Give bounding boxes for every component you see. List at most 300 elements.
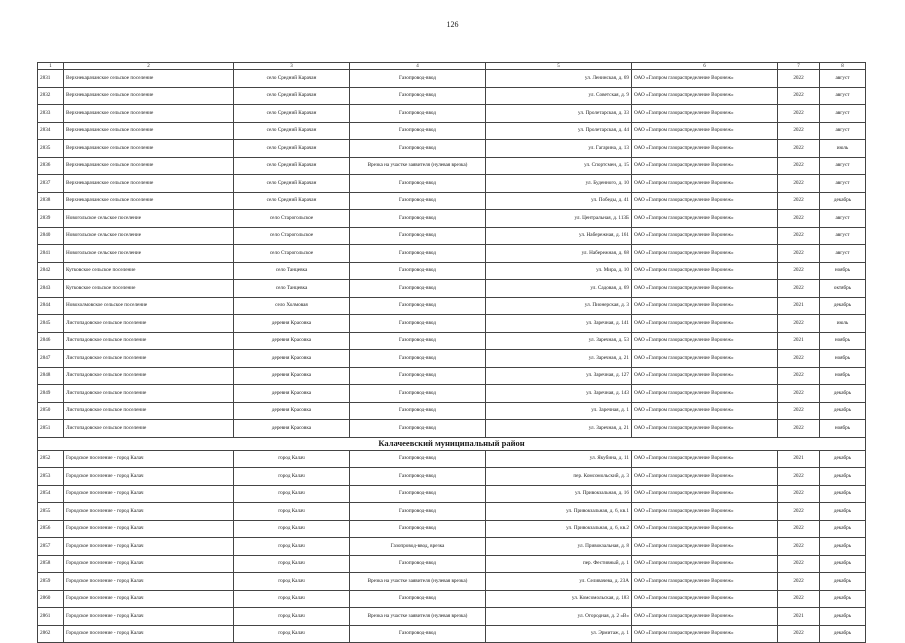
object-type: Газопровод-ввод [350,485,486,503]
organization: ОАО «Газпром газораспределение Воронеж» [632,227,778,245]
month: август [820,227,866,245]
object-type: Врезка на участке заявителя (нулевая врезка) [350,157,486,175]
object-type: Врезка на участке заявителя (нулевая врезка) [350,608,486,626]
table-row [38,192,866,210]
settlement-name: Верхнекарачанское сельское поселение [64,87,234,105]
object-type: Газопровод-ввод [350,350,486,368]
settlement-name: Городское поселение - город Калач [64,590,234,608]
row-number: 2855 [38,503,64,521]
month: ноябрь [820,350,866,368]
settlement-name: Кутковское сельское поселение [64,280,234,298]
column-number: 2 [64,63,234,70]
table-row [38,87,866,105]
month: август [820,87,866,105]
year: 2022 [778,520,820,538]
settlement-name: Городское поселение - город Калач [64,538,234,556]
organization: ОАО «Газпром газораспределение Воронеж» [632,485,778,503]
organization: ОАО «Газпром газораспределение Воронеж» [632,520,778,538]
table-row [38,503,866,521]
table-row [38,227,866,245]
address: ул. Победы, д. 41 [486,192,632,210]
year: 2022 [778,555,820,573]
table-row [38,573,866,591]
address: ул. Ленинская, д. 69 [486,70,632,88]
locality-name: село Средний Карачан [234,70,350,88]
address: ул. Заречная, д. 141 [486,315,632,333]
row-number: 2857 [38,538,64,556]
table-row [38,105,866,123]
organization: ОАО «Газпром газораспределение Воронеж» [632,105,778,123]
locality-name: село Средний Карачан [234,175,350,193]
settlement-name: Городское поселение - город Калач [64,625,234,643]
address: ул. Заречная, д. 21 [486,350,632,368]
address: ул. Советская, д. 9 [486,87,632,105]
year: 2022 [778,87,820,105]
row-number: 2842 [38,262,64,280]
table-row [38,420,866,438]
table-row [38,485,866,503]
month: август [820,245,866,263]
table-row [38,315,866,333]
settlement-name: Городское поселение - город Калач [64,503,234,521]
row-number: 2848 [38,367,64,385]
year: 2021 [778,450,820,468]
organization: ОАО «Газпром газораспределение Воронеж» [632,175,778,193]
year: 2022 [778,485,820,503]
locality-name: деревня Красовка [234,367,350,385]
gasification-table [37,62,866,643]
address: ул. Заречная, д. 143 [486,385,632,403]
organization: ОАО «Газпром газораспределение Воронеж» [632,573,778,591]
settlement-name: Листопадовское сельское поселение [64,350,234,368]
settlement-name: Листопадовское сельское поселение [64,385,234,403]
object-type: Газопровод-ввод [350,420,486,438]
locality-name: село Старогольское [234,210,350,228]
locality-name: село Средний Карачан [234,105,350,123]
month: август [820,157,866,175]
settlement-name: Городское поселение - город Калач [64,450,234,468]
settlement-name: Листопадовское сельское поселение [64,315,234,333]
row-number: 2854 [38,485,64,503]
settlement-name: Новогольское сельское поселение [64,227,234,245]
organization: ОАО «Газпром газораспределение Воронеж» [632,402,778,420]
organization: ОАО «Газпром газораспределение Воронеж» [632,385,778,403]
month: декабрь [820,385,866,403]
organization: ОАО «Газпром газораспределение Воронеж» [632,245,778,263]
address: ул. Буденного, д. 10 [486,175,632,193]
organization: ОАО «Газпром газораспределение Воронеж» [632,315,778,333]
settlement-name: Городское поселение - город Калач [64,520,234,538]
table-body [38,63,866,643]
column-number: 6 [632,63,778,70]
row-number: 2836 [38,157,64,175]
month: ноябрь [820,367,866,385]
column-number: 1 [38,63,64,70]
year: 2022 [778,175,820,193]
address: ул. Центральная, д. 113Б [486,210,632,228]
organization: ОАО «Газпром газораспределение Воронеж» [632,590,778,608]
address: ул. Огородная, д. 2 «В» [486,608,632,626]
month: июль [820,140,866,158]
locality-name: город Калач [234,538,350,556]
settlement-name: Верхнекарачанское сельское поселение [64,157,234,175]
organization: ОАО «Газпром газораспределение Воронеж» [632,503,778,521]
settlement-name: Новохолмовское сельское поселение [64,297,234,315]
object-type: Газопровод-ввод [350,192,486,210]
month: декабрь [820,625,866,643]
settlement-name: Листопадовское сельское поселение [64,402,234,420]
address: ул. Набережная, д. 68 [486,245,632,263]
object-type: Газопровод-ввод [350,450,486,468]
row-number: 2839 [38,210,64,228]
organization: ОАО «Газпром газораспределение Воронеж» [632,608,778,626]
address: ул. Привокзальная, д. 16 [486,485,632,503]
row-number: 2844 [38,297,64,315]
table-row [38,157,866,175]
object-type: Газопровод-ввод [350,385,486,403]
row-number: 2853 [38,468,64,486]
month: декабрь [820,590,866,608]
month: ноябрь [820,262,866,280]
address: ул. Мира, д. 10 [486,262,632,280]
organization: ОАО «Газпром газораспределение Воронеж» [632,367,778,385]
object-type: Газопровод-ввод [350,315,486,333]
month: ноябрь [820,332,866,350]
month: ноябрь [820,420,866,438]
object-type: Газопровод-ввод [350,367,486,385]
year: 2021 [778,332,820,350]
settlement-name: Листопадовское сельское поселение [64,420,234,438]
year: 2022 [778,315,820,333]
month: декабрь [820,485,866,503]
district-header-row [38,437,866,450]
address: ул. Пионерская, д. 3 [486,297,632,315]
month: декабрь [820,468,866,486]
row-number: 2851 [38,420,64,438]
settlement-name: Городское поселение - город Калач [64,485,234,503]
table-row [38,210,866,228]
settlement-name: Новогольское сельское поселение [64,210,234,228]
locality-name: город Калач [234,485,350,503]
table-row [38,175,866,193]
object-type: Газопровод-ввод [350,245,486,263]
object-type: Газопровод-ввод [350,590,486,608]
month: декабрь [820,192,866,210]
table-row [38,140,866,158]
table-row [38,262,866,280]
object-type: Газопровод-ввод [350,140,486,158]
settlement-name: Верхнекарачанское сельское поселение [64,192,234,210]
object-type: Газопровод-ввод [350,210,486,228]
settlement-name: Новогольское сельское поселение [64,245,234,263]
organization: ОАО «Газпром газораспределение Воронеж» [632,420,778,438]
settlement-name: Листопадовское сельское поселение [64,332,234,350]
locality-name: город Калач [234,608,350,626]
object-type: Газопровод-ввод [350,297,486,315]
month: август [820,210,866,228]
row-number: 2837 [38,175,64,193]
table-row [38,367,866,385]
month: декабрь [820,573,866,591]
settlement-name: Кутковское сельское поселение [64,262,234,280]
month: декабрь [820,608,866,626]
month: июль [820,315,866,333]
locality-name: город Калач [234,520,350,538]
locality-name: село Холмовая [234,297,350,315]
table-row [38,450,866,468]
year: 2022 [778,227,820,245]
year: 2022 [778,420,820,438]
organization: ОАО «Газпром газораспределение Воронеж» [632,350,778,368]
object-type: Газопровод-ввод [350,122,486,140]
year: 2022 [778,122,820,140]
month: декабрь [820,520,866,538]
organization: ОАО «Газпром газораспределение Воронеж» [632,70,778,88]
row-number: 2841 [38,245,64,263]
year: 2022 [778,280,820,298]
address: ул. Садовая, д. 69 [486,280,632,298]
table-row [38,402,866,420]
object-type: Газопровод-ввод [350,332,486,350]
column-number: 5 [486,63,632,70]
locality-name: город Калач [234,503,350,521]
object-type: Газопровод-ввод [350,468,486,486]
year: 2022 [778,192,820,210]
month: декабрь [820,297,866,315]
address: пер. Фестивный, д. 1 [486,555,632,573]
object-type: Газопровод-ввод [350,262,486,280]
year: 2022 [778,503,820,521]
object-type: Газопровод-ввод [350,87,486,105]
locality-name: город Калач [234,573,350,591]
month: декабрь [820,538,866,556]
locality-name: село Средний Карачан [234,192,350,210]
row-number: 2850 [38,402,64,420]
table-row [38,122,866,140]
address: ул. Якубина, д. 11 [486,450,632,468]
settlement-name: Городское поселение - город Калач [64,468,234,486]
locality-name: деревня Красовка [234,385,350,403]
row-number: 2834 [38,122,64,140]
settlement-name: Верхнекарачанское сельское поселение [64,122,234,140]
address: ул. Заречная, д. 1 [486,402,632,420]
object-type: Врезка на участке заявителя (нулевая врезка) [350,573,486,591]
column-number: 7 [778,63,820,70]
object-type: Газопровод-ввод [350,280,486,298]
locality-name: село Средний Карачан [234,122,350,140]
address: ул. Эрмитаж, д. 1 [486,625,632,643]
address: ул. Пролетарская, д. 44 [486,122,632,140]
object-type: Газопровод-ввод [350,402,486,420]
settlement-name: Верхнекарачанское сельское поселение [64,70,234,88]
locality-name: город Калач [234,590,350,608]
organization: ОАО «Газпром газораспределение Воронеж» [632,468,778,486]
month: декабрь [820,503,866,521]
table-row [38,385,866,403]
table-row [38,245,866,263]
locality-name: город Калач [234,468,350,486]
row-number: 2847 [38,350,64,368]
object-type: Газопровод-ввод [350,227,486,245]
locality-name: деревня Красовка [234,350,350,368]
district-title: Калачеевский муниципальный район [38,437,866,450]
month: август [820,70,866,88]
column-number: 8 [820,63,866,70]
organization: ОАО «Газпром газораспределение Воронеж» [632,625,778,643]
row-number: 2831 [38,70,64,88]
address: ул. Спортсмен, д. 15 [486,157,632,175]
address: ул. Набережная, д. 161 [486,227,632,245]
organization: ОАО «Газпром газораспределение Воронеж» [632,280,778,298]
row-number: 2840 [38,227,64,245]
year: 2022 [778,367,820,385]
table-row [38,280,866,298]
year: 2022 [778,262,820,280]
settlement-name: Верхнекарачанское сельское поселение [64,140,234,158]
row-number: 2845 [38,315,64,333]
table-row [38,70,866,88]
year: 2022 [778,245,820,263]
year: 2022 [778,70,820,88]
column-number: 4 [350,63,486,70]
organization: ОАО «Газпром газораспределение Воронеж» [632,87,778,105]
locality-name: город Калач [234,450,350,468]
table-row [38,468,866,486]
settlement-name: Городское поселение - город Калач [64,608,234,626]
address: ул. Заречная, д. 127 [486,367,632,385]
year: 2021 [778,608,820,626]
locality-name: село Средний Карачан [234,140,350,158]
year: 2022 [778,625,820,643]
year: 2022 [778,402,820,420]
locality-name: город Калач [234,625,350,643]
table-row [38,520,866,538]
address: ул. Заречная, д. 53 [486,332,632,350]
locality-name: деревня Красовка [234,420,350,438]
organization: ОАО «Газпром газораспределение Воронеж» [632,297,778,315]
month: декабрь [820,402,866,420]
locality-name: село Танцевка [234,280,350,298]
year: 2021 [778,297,820,315]
year: 2022 [778,140,820,158]
organization: ОАО «Газпром газораспределение Воронеж» [632,210,778,228]
table-row [38,590,866,608]
year: 2022 [778,468,820,486]
address: ул. Пролетарская, д. 33 [486,105,632,123]
organization: ОАО «Газпром газораспределение Воронеж» [632,450,778,468]
locality-name: город Калач [234,555,350,573]
organization: ОАО «Газпром газораспределение Воронеж» [632,157,778,175]
row-number: 2860 [38,590,64,608]
address: ул. Комсомольская, д. 183 [486,590,632,608]
object-type: Газопровод-ввод [350,625,486,643]
organization: ОАО «Газпром газораспределение Воронеж» [632,538,778,556]
column-number-row [38,63,866,70]
locality-name: село Танцевка [234,262,350,280]
address: ул. Заречная, д. 21 [486,420,632,438]
year: 2022 [778,105,820,123]
locality-name: село Старогольское [234,227,350,245]
table-row [38,350,866,368]
row-number: 2843 [38,280,64,298]
object-type: Газопровод-ввод [350,70,486,88]
locality-name: село Средний Карачан [234,87,350,105]
organization: ОАО «Газпром газораспределение Воронеж» [632,140,778,158]
object-type: Газопровод-ввод [350,105,486,123]
address: пер. Комсомольский, д. 3 [486,468,632,486]
row-number: 2835 [38,140,64,158]
object-type: Газопровод-ввод [350,555,486,573]
object-type: Газопровод-ввод [350,175,486,193]
year: 2022 [778,350,820,368]
row-number: 2838 [38,192,64,210]
month: декабрь [820,450,866,468]
address: ул. Привокзальная, д. 8 [486,538,632,556]
settlement-name: Городское поселение - город Калач [64,573,234,591]
address: ул. Привокзальная, д. 6, кв.2 [486,520,632,538]
month: август [820,105,866,123]
row-number: 2846 [38,332,64,350]
locality-name: деревня Красовка [234,402,350,420]
settlement-name: Верхнекарачанское сельское поселение [64,175,234,193]
month: август [820,122,866,140]
settlement-name: Городское поселение - город Калач [64,555,234,573]
row-number: 2833 [38,105,64,123]
year: 2022 [778,210,820,228]
row-number: 2862 [38,625,64,643]
year: 2022 [778,157,820,175]
locality-name: деревня Красовка [234,315,350,333]
organization: ОАО «Газпром газораспределение Воронеж» [632,555,778,573]
month: август [820,175,866,193]
locality-name: село Старогольское [234,245,350,263]
object-type: Газопровод-ввод [350,503,486,521]
table-row [38,608,866,626]
column-number: 3 [234,63,350,70]
settlement-name: Листопадовское сельское поселение [64,367,234,385]
object-type: Газопровод-ввод [350,520,486,538]
row-number: 2859 [38,573,64,591]
table-row [38,297,866,315]
row-number: 2852 [38,450,64,468]
organization: ОАО «Газпром газораспределение Воронеж» [632,332,778,350]
year: 2022 [778,573,820,591]
organization: ОАО «Газпром газораспределение Воронеж» [632,262,778,280]
year: 2022 [778,385,820,403]
month: декабрь [820,555,866,573]
row-number: 2832 [38,87,64,105]
year: 2022 [778,538,820,556]
row-number: 2856 [38,520,64,538]
row-number: 2861 [38,608,64,626]
row-number: 2849 [38,385,64,403]
row-number: 2858 [38,555,64,573]
page-number: 126 [446,20,459,29]
settlement-name: Верхнекарачанское сельское поселение [64,105,234,123]
organization: ОАО «Газпром газораспределение Воронеж» [632,192,778,210]
address: ул. Гагарина, д. 13 [486,140,632,158]
address: ул. Селивачева, д. 23А [486,573,632,591]
table-row [38,332,866,350]
organization: ОАО «Газпром газораспределение Воронеж» [632,122,778,140]
year: 2022 [778,590,820,608]
table-row [38,555,866,573]
locality-name: село Средний Карачан [234,157,350,175]
locality-name: деревня Красовка [234,332,350,350]
month: октябрь [820,280,866,298]
object-type: Газопровод-ввод, врезка [350,538,486,556]
table-row [38,538,866,556]
